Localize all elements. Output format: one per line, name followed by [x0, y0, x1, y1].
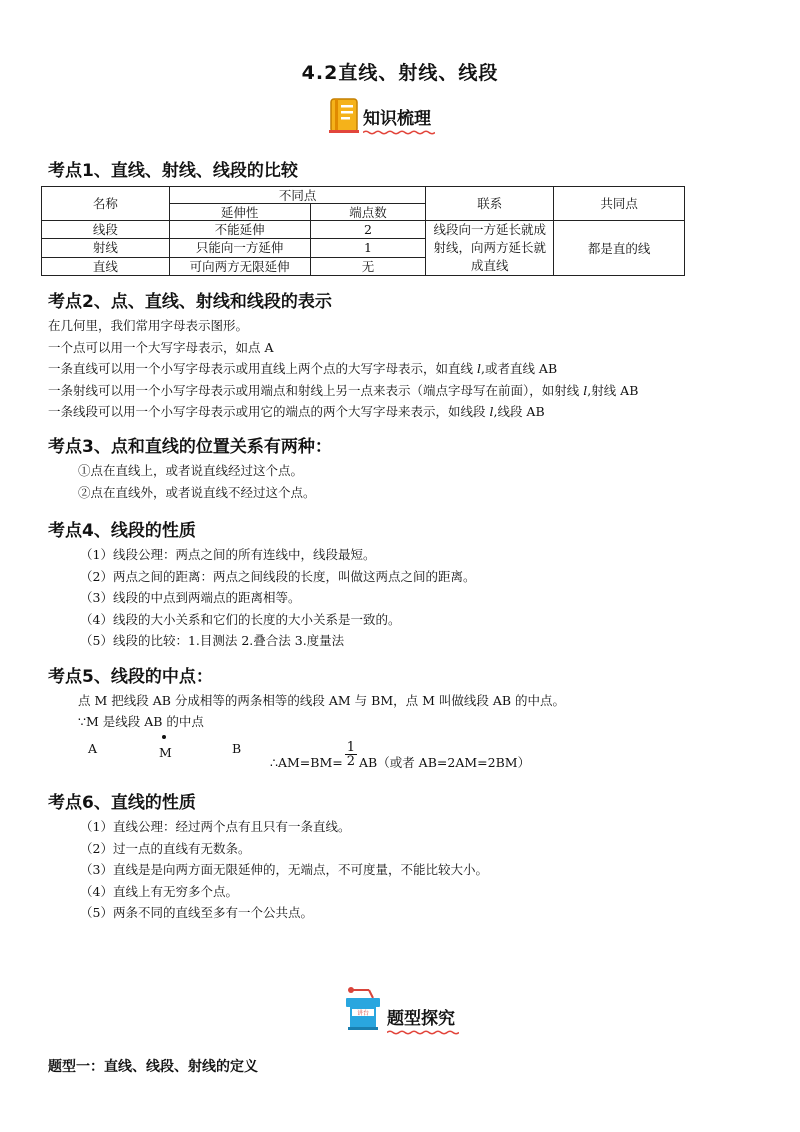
- kp6-item: （3）直线是是向两方面无限延伸的，无端点，不可度量，不能比较大小。: [80, 862, 488, 877]
- badge-knowledge-label: 知识梳理: [363, 104, 431, 129]
- table-cell-endpoints: 无: [310, 257, 426, 275]
- table-cell-relation: 线段向一方延长就成射线，向两方延长就成直线: [426, 221, 554, 276]
- kp2-heading: 考点2、点、直线、射线和线段的表示: [48, 292, 332, 312]
- badge-questions-label: 题型探究: [387, 1004, 455, 1029]
- point-m-dot: [162, 735, 166, 739]
- kp2-line: 一条直线可以用一个小写字母表示或用直线上两个点的大写字母表示，如直线 l,或者直线 AB: [48, 361, 558, 376]
- table-header-name: 名称: [42, 187, 170, 221]
- table-cell-common: 都是直的线: [554, 221, 685, 276]
- table-cell-extend: 可向两方无限延伸: [169, 257, 310, 275]
- table-header-endpoints: 端点数: [310, 204, 426, 221]
- wave-decoration: [387, 1030, 459, 1035]
- point-m-label: M: [159, 745, 172, 760]
- table-cell-endpoints: 2: [310, 221, 426, 239]
- kp5-heading: 考点5、线段的中点：: [48, 667, 213, 687]
- kp3-item: ①点在直线上，或者说直线经过这个点。: [78, 463, 304, 478]
- kp4-body: [80, 544, 475, 652]
- kp6-item: （1）直线公理：经过两个点有且只有一条直线。: [80, 819, 351, 834]
- kp4-item: （3）线段的中点到两端点的距离相等。: [80, 590, 301, 605]
- point-b-label: B: [232, 741, 242, 756]
- page-title: 4.2直线、射线、线段: [301, 62, 499, 84]
- section-badge-questions: [343, 986, 455, 1032]
- table-header-diff: 不同点: [169, 187, 426, 204]
- section-badge-knowledge: [329, 98, 431, 134]
- kp3-body: [78, 460, 316, 503]
- question-type-heading: 题型一：直线、线段、射线的定义: [48, 1059, 258, 1075]
- kp3-item: ②点在直线外，或者说直线不经过这个点。: [78, 484, 316, 500]
- kp6-body: [80, 816, 488, 924]
- kp5-line1: 点 M 把线段 AB 分成相等的两条相等的线段 AM 与 BM，点 M 叫做线段 AB 的中点。: [78, 693, 566, 708]
- table-cell-name: 射线: [42, 239, 170, 257]
- kp4-item: （4）线段的大小关系和它们的长度的大小关系是一致的。: [80, 611, 401, 627]
- table-cell-endpoints: 1: [310, 239, 426, 257]
- table-row: [42, 221, 685, 239]
- svg-text:讲台: 讲台: [356, 1010, 370, 1017]
- kp4-item: （1）线段公理：两点之间的所有连线中，线段最短。: [80, 547, 376, 562]
- table-cell-name: 线段: [42, 221, 170, 239]
- point-a-label: A: [88, 741, 98, 756]
- table-header-extend: 延伸性: [169, 204, 310, 221]
- table-cell-name: 直线: [42, 257, 170, 275]
- table-header-common: 共同点: [554, 187, 685, 221]
- fraction: $\frac{1}{2}$: [346, 739, 355, 769]
- kp2-line: 一条线段可以用一个小写字母表示或用它的端点的两个大写字母来表示，如线段 l,线段 AB: [48, 404, 545, 419]
- kp4-heading: 考点4、线段的性质: [48, 521, 196, 541]
- kp2-line: 在几何里，我们常用字母表示图形。: [48, 318, 249, 333]
- kp2-line: 一个点可以用一个大写字母表示，如点 A: [48, 339, 274, 355]
- table-cell-extend: 只能向一方延伸: [169, 239, 310, 257]
- table-header-relation: 联系: [426, 187, 554, 221]
- kp3-heading: 考点3、点和直线的位置关系有两种：: [48, 437, 332, 457]
- kp2-line: 一条射线可以用一个小写字母表示或用端点和射线上另一点来表示（端点字母写在前面），如射线 l,射线 AB: [48, 382, 639, 398]
- kp1-heading: 考点1、直线、射线、线段的比较: [48, 161, 298, 181]
- kp4-item: （5）线段的比较：1.目测法 2.叠合法 3.度量法: [80, 633, 345, 648]
- kp6-heading: 考点6、直线的性质: [48, 793, 196, 813]
- kp5-line2: ∵M 是线段 AB 的中点: [78, 714, 204, 729]
- kp4-item: （2）两点之间的距离：两点之间线段的长度，叫做这两点之间的距离。: [80, 568, 476, 584]
- kp6-item: （5）两条不同的直线至多有一个公共点。: [80, 905, 313, 920]
- comparison-table: [41, 186, 685, 276]
- wave-decoration: [363, 130, 435, 135]
- kp6-item: （2）过一点的直线有无数条。: [80, 840, 251, 856]
- table-cell-extend: 不能延伸: [169, 221, 310, 239]
- kp6-item: （4）直线上有无穷多个点。: [80, 883, 238, 899]
- midpoint-formula: ∴AM=BM= $\frac{1}{2}$ AB（或者 AB=2AM=2BM）: [270, 739, 531, 770]
- kp2-body: [48, 315, 638, 423]
- notebook-icon: [329, 98, 359, 134]
- podium-icon: [343, 986, 383, 1032]
